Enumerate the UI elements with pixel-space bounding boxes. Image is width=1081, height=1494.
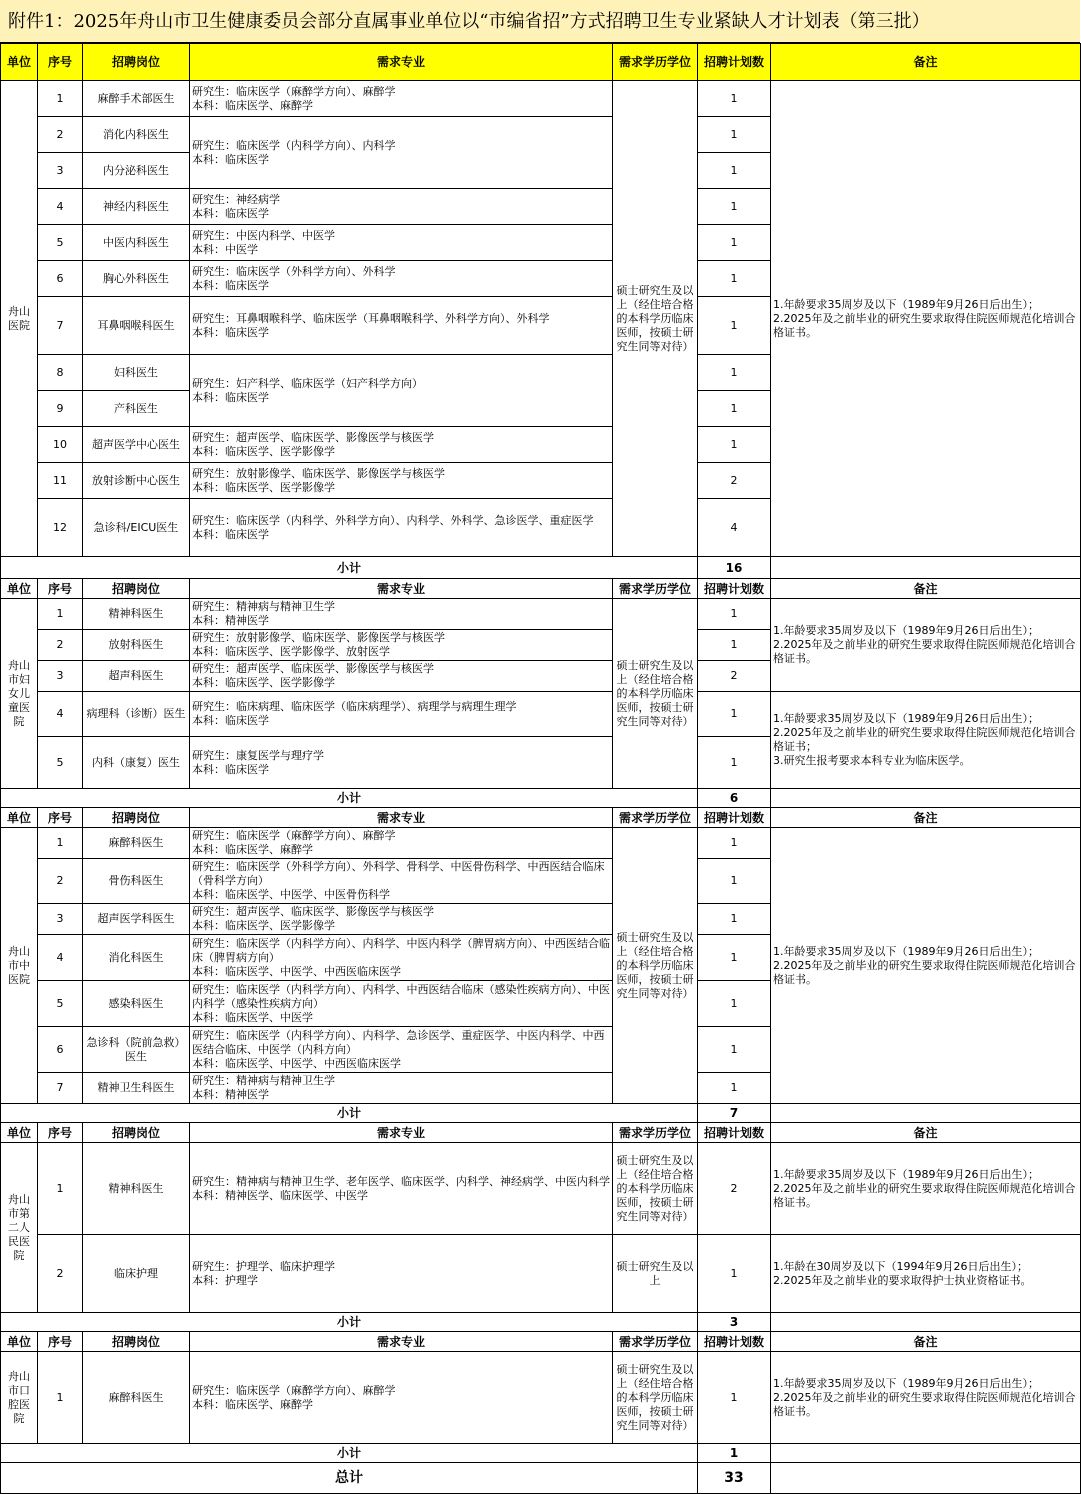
required-major: 研究生：临床医学（内科学方向）、内科学、急诊医学、重症医学、中医内科学、中西医结合临床、中医学（内科方向） 本科：临床医学、中医学、中西医临床医学 [190,1027,613,1073]
unit-name: 舟山市妇女儿童医院 [1,599,38,789]
required-major: 研究生：临床医学（内科学方向）、内科学、中西医结合临床（感染性疾病方向）、中医内科学（感染性疾病方向） 本科：临床医学、中医学 [190,981,613,1027]
post-name: 放射诊断中心医生 [83,463,190,499]
post-name: 妇科医生 [83,355,190,391]
row-seq: 3 [38,904,83,935]
header-plan: 招聘计划数 [698,808,771,828]
header-post: 招聘岗位 [83,808,190,828]
plan-count: 2 [698,1143,771,1235]
table-row [1,81,1081,117]
plan-count: 1 [698,81,771,117]
header-major: 需求专业 [190,44,613,81]
plan-count: 1 [698,153,771,189]
row-seq: 2 [38,117,83,153]
document-title: 附件1：2025年舟山市卫生健康委员会部分直属事业单位以“市编省招”方式招聘卫生专业紧缺人才计划表（第三批） [0,0,1080,43]
post-name: 消化内科医生 [83,117,190,153]
unit-name: 舟山市第二人民医院 [1,1143,38,1313]
header-post: 招聘岗位 [83,1123,190,1143]
plan-count: 2 [698,661,771,692]
plan-count: 1 [698,1235,771,1313]
plan-count: 1 [698,189,771,225]
header-edu: 需求学历学位 [613,579,698,599]
recruitment-table [0,43,1081,1494]
post-name: 超声科医生 [83,661,190,692]
post-name: 骨伤科医生 [83,859,190,904]
plan-count: 1 [698,355,771,391]
post-name: 耳鼻咽喉科医生 [83,297,190,355]
plan-count: 1 [698,981,771,1027]
remarks: 1.年龄在30周岁及以下（1994年9月26日后出生）； 2.2025年及之前毕业的要求取得护士执业资格证书。 [771,1235,1081,1313]
unit-name: 舟山市口腔医院 [1,1352,38,1444]
required-major: 研究生：耳鼻咽喉科学、临床医学（耳鼻咽喉科学、外科学方向）、外科学 本科：临床医学 [190,297,613,355]
row-seq: 1 [38,1352,83,1444]
plan-count: 2 [698,463,771,499]
plan-count: 1 [698,1027,771,1073]
row-seq: 1 [38,1143,83,1235]
plan-count: 1 [698,391,771,427]
remarks: 1.年龄要求35周岁及以下（1989年9月26日后出生）； 2.2025年及之前毕业的研究生要求取得住院医师规范化培训合格证书。 [771,828,1081,1104]
required-major: 研究生：临床医学（内科学方向）、内科学 本科：临床医学 [190,117,613,189]
header-major: 需求专业 [190,1332,613,1352]
post-name: 放射科医生 [83,630,190,661]
plan-count: 1 [698,1352,771,1444]
row-seq: 10 [38,427,83,463]
header-seq: 序号 [38,44,83,81]
post-name: 麻醉科医生 [83,1352,190,1444]
header-post: 招聘岗位 [83,579,190,599]
total-label: 总计 [1,1463,698,1494]
plan-count: 1 [698,427,771,463]
table-row [1,1143,1081,1235]
remarks: 1.年龄要求35周岁及以下（1989年9月26日后出生）； 2.2025年及之前毕业的研究生要求取得住院医师规范化培训合格证书。 [771,1352,1081,1444]
unit-name: 舟山市中医院 [1,828,38,1104]
row-seq: 7 [38,297,83,355]
row-seq: 2 [38,859,83,904]
table-row [1,1235,1081,1313]
plan-count: 1 [698,828,771,859]
header-major: 需求专业 [190,808,613,828]
subtotal-row [1,1313,1081,1332]
subtotal-label: 小计 [1,789,698,808]
plan-count: 1 [698,692,771,737]
plan-count: 1 [698,1073,771,1104]
post-name: 精神科医生 [83,599,190,630]
unit-name: 舟山医院 [1,81,38,557]
required-major: 研究生：精神病与精神卫生学 本科：精神医学 [190,1073,613,1104]
header-unit: 单位 [1,1332,38,1352]
subtotal-row [1,1104,1081,1123]
required-education: 硕士研究生及以上（经住培合格的本科学历临床医师，按硕士研究生同等对待） [613,81,698,557]
row-seq: 11 [38,463,83,499]
post-name: 超声医学中心医生 [83,427,190,463]
table-row [1,692,1081,737]
subtotal-row [1,789,1081,808]
remarks: 1.年龄要求35周岁及以下（1989年9月26日后出生）； 2.2025年及之前毕业的研究生要求取得住院医师规范化培训合格证书。 [771,599,1081,692]
post-name: 精神科医生 [83,1143,190,1235]
row-seq: 3 [38,153,83,189]
row-seq: 12 [38,499,83,557]
row-seq: 2 [38,1235,83,1313]
header-seq: 序号 [38,1123,83,1143]
subtotal-note-empty [771,1444,1081,1463]
required-major: 研究生：超声医学、临床医学、影像医学与核医学 本科：临床医学、医学影像学 [190,427,613,463]
header-plan: 招聘计划数 [698,44,771,81]
post-name: 麻醉科医生 [83,828,190,859]
row-seq: 5 [38,737,83,789]
total-value: 33 [698,1463,771,1494]
post-name: 产科医生 [83,391,190,427]
required-education: 硕士研究生及以上（经住培合格的本科学历临床医师，按硕士研究生同等对待） [613,599,698,789]
remarks: 1.年龄要求35周岁及以下（1989年9月26日后出生）； 2.2025年及之前毕业的研究生要求取得住院医师规范化培训合格证书； 3.研究生报考要求本科专业为临床医学。 [771,692,1081,789]
post-name: 中医内科医生 [83,225,190,261]
table-row [1,599,1081,630]
required-major: 研究生：临床医学（麻醉学方向）、麻醉学 本科：临床医学、麻醉学 [190,1352,613,1444]
header-plan: 招聘计划数 [698,579,771,599]
post-name: 神经内科医生 [83,189,190,225]
row-seq: 8 [38,355,83,391]
post-name: 临床护理 [83,1235,190,1313]
row-seq: 6 [38,1027,83,1073]
required-major: 研究生：超声医学、临床医学、影像医学与核医学 本科：临床医学、医学影像学 [190,904,613,935]
header-seq: 序号 [38,579,83,599]
post-name: 急诊科（院前急救）医生 [83,1027,190,1073]
header-edu: 需求学历学位 [613,1123,698,1143]
required-major: 研究生：临床医学（外科学方向）、外科学 本科：临床医学 [190,261,613,297]
table-header-row [1,1332,1081,1352]
row-seq: 2 [38,630,83,661]
row-seq: 4 [38,692,83,737]
subtotal-value: 3 [698,1313,771,1332]
subtotal-note-empty [771,1104,1081,1123]
subtotal-label: 小计 [1,1444,698,1463]
plan-count: 1 [698,630,771,661]
subtotal-label: 小计 [1,1313,698,1332]
header-seq: 序号 [38,808,83,828]
plan-count: 1 [698,225,771,261]
table-row [1,828,1081,859]
subtotal-note-empty [771,789,1081,808]
plan-count: 1 [698,117,771,153]
header-note: 备注 [771,808,1081,828]
required-education: 硕士研究生及以上（经住培合格的本科学历临床医师，按硕士研究生同等对待） [613,1352,698,1444]
header-seq: 序号 [38,1332,83,1352]
subtotal-value: 16 [698,557,771,579]
subtotal-row [1,557,1081,579]
subtotal-value: 6 [698,789,771,808]
row-seq: 4 [38,935,83,981]
required-major: 研究生：临床医学（内科学、外科学方向）、内科学、外科学、急诊医学、重症医学 本科：临床医学 [190,499,613,557]
row-seq: 1 [38,81,83,117]
header-unit: 单位 [1,808,38,828]
row-seq: 6 [38,261,83,297]
table-header-row [1,44,1081,81]
post-name: 超声医学科医生 [83,904,190,935]
post-name: 内科（康复）医生 [83,737,190,789]
required-major: 研究生：妇产科学、临床医学（妇产科学方向） 本科：临床医学 [190,355,613,427]
header-major: 需求专业 [190,1123,613,1143]
subtotal-label: 小计 [1,1104,698,1123]
header-unit: 单位 [1,579,38,599]
header-post: 招聘岗位 [83,1332,190,1352]
plan-count: 1 [698,737,771,789]
plan-count: 1 [698,297,771,355]
post-name: 麻醉手术部医生 [83,81,190,117]
required-major: 研究生：临床医学（麻醉学方向）、麻醉学 本科：临床医学、麻醉学 [190,81,613,117]
total-row [1,1463,1081,1494]
row-seq: 4 [38,189,83,225]
required-major: 研究生：放射影像学、临床医学、影像医学与核医学 本科：临床医学、医学影像学 [190,463,613,499]
required-major: 研究生：精神病与精神卫生学、老年医学、临床医学、内科学、神经病学、中医内科学 本科：精神医学、临床医学、中医学 [190,1143,613,1235]
plan-count: 1 [698,599,771,630]
subtotal-value: 7 [698,1104,771,1123]
header-note: 备注 [771,44,1081,81]
post-name: 胸心外科医生 [83,261,190,297]
required-major: 研究生：精神病与精神卫生学 本科：精神医学 [190,599,613,630]
subtotal-label: 小计 [1,557,698,579]
plan-count: 1 [698,904,771,935]
required-major: 研究生：中医内科学、中医学 本科：中医学 [190,225,613,261]
required-major: 研究生：护理学、临床护理学 本科：护理学 [190,1235,613,1313]
header-plan: 招聘计划数 [698,1123,771,1143]
remarks: 1.年龄要求35周岁及以下（1989年9月26日后出生）； 2.2025年及之前毕业的研究生要求取得住院医师规范化培训合格证书。 [771,1143,1081,1235]
required-major: 研究生：超声医学、临床医学、影像医学与核医学 本科：临床医学、医学影像学 [190,661,613,692]
row-seq: 1 [38,828,83,859]
subtotal-row [1,1444,1081,1463]
row-seq: 3 [38,661,83,692]
required-major: 研究生：放射影像学、临床医学、影像医学与核医学 本科：临床医学、医学影像学、放射医学 [190,630,613,661]
plan-count: 1 [698,859,771,904]
header-note: 备注 [771,579,1081,599]
header-plan: 招聘计划数 [698,1332,771,1352]
subtotal-note-empty [771,1313,1081,1332]
required-major: 研究生：神经病学 本科：临床医学 [190,189,613,225]
post-name: 感染科医生 [83,981,190,1027]
required-major: 研究生：临床病理、临床医学（临床病理学）、病理学与病理生理学 本科：临床医学 [190,692,613,737]
header-edu: 需求学历学位 [613,808,698,828]
header-major: 需求专业 [190,579,613,599]
header-unit: 单位 [1,1123,38,1143]
header-edu: 需求学历学位 [613,44,698,81]
required-education: 硕士研究生及以上（经住培合格的本科学历临床医师，按硕士研究生同等对待） [613,828,698,1104]
row-seq: 9 [38,391,83,427]
header-post: 招聘岗位 [83,44,190,81]
required-education: 硕士研究生及以上 [613,1235,698,1313]
table-header-row [1,808,1081,828]
plan-count: 1 [698,935,771,981]
header-edu: 需求学历学位 [613,1332,698,1352]
header-unit: 单位 [1,44,38,81]
plan-count: 4 [698,499,771,557]
header-note: 备注 [771,1332,1081,1352]
plan-count: 1 [698,261,771,297]
remarks: 1.年龄要求35周岁及以下（1989年9月26日后出生）； 2.2025年及之前毕业的研究生要求取得住院医师规范化培训合格证书。 [771,81,1081,557]
post-name: 精神卫生科医生 [83,1073,190,1104]
row-seq: 7 [38,1073,83,1104]
total-note-empty [771,1463,1081,1494]
row-seq: 5 [38,225,83,261]
row-seq: 1 [38,599,83,630]
post-name: 内分泌科医生 [83,153,190,189]
table-header-row [1,579,1081,599]
post-name: 消化科医生 [83,935,190,981]
required-major: 研究生：临床医学（麻醉学方向）、麻醉学 本科：临床医学、麻醉学 [190,828,613,859]
required-major: 研究生：临床医学（内科学方向）、内科学、中医内科学（脾胃病方向）、中西医结合临床（脾胃病方向） 本科：临床医学、中医学、中西医临床医学 [190,935,613,981]
subtotal-value: 1 [698,1444,771,1463]
table-header-row [1,1123,1081,1143]
row-seq: 5 [38,981,83,1027]
header-note: 备注 [771,1123,1081,1143]
required-education: 硕士研究生及以上（经住培合格的本科学历临床医师，按硕士研究生同等对待） [613,1143,698,1235]
required-major: 研究生：康复医学与理疗学 本科：临床医学 [190,737,613,789]
table-row [1,1352,1081,1444]
subtotal-note-empty [771,557,1081,579]
post-name: 病理科（诊断）医生 [83,692,190,737]
post-name: 急诊科/EICU医生 [83,499,190,557]
required-major: 研究生：临床医学（外科学方向）、外科学、骨科学、中医骨伤科学、中西医结合临床（骨科学方向） 本科：临床医学、中医学、中医骨伤科学 [190,859,613,904]
